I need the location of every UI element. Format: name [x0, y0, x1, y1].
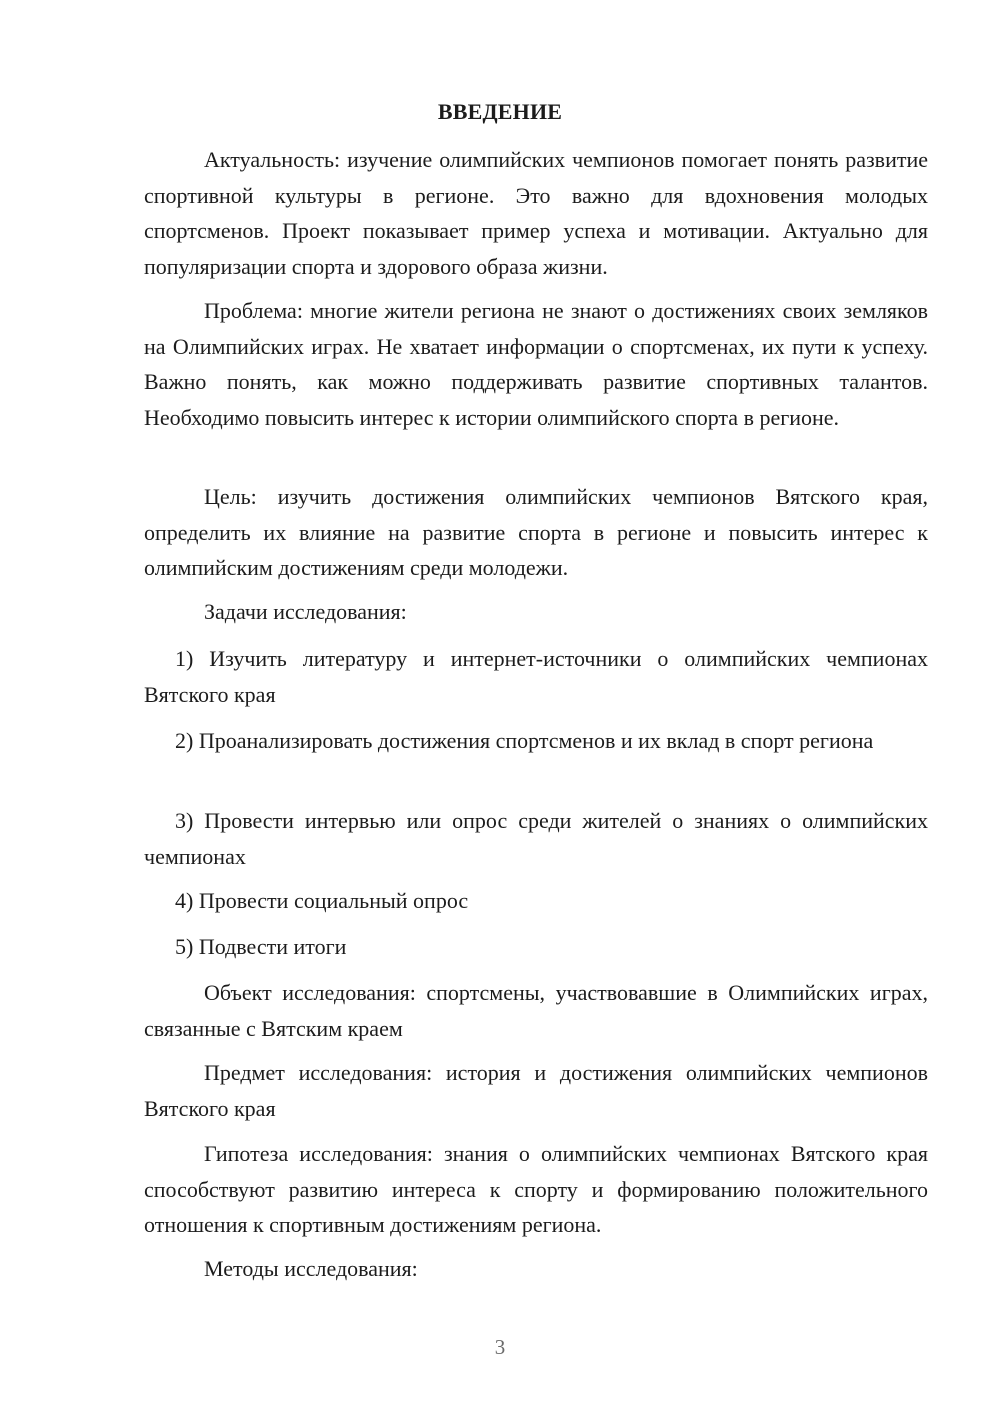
task-item-4: 4) Провести социальный опрос	[175, 888, 469, 913]
goal-paragraph: Цель: изучить достижения олимпийских чемпионов Вятского края, определить их влияние на развитие спорта в регионе и повысить интерес к олимпийским достижениям среди молодежи.	[144, 484, 928, 580]
tasks-heading: Задачи исследования:	[204, 599, 407, 624]
page-number: 3	[494, 1335, 506, 1359]
task-item-2: 2) Проанализировать достижения спортсменов и их вклад в спорт региона	[175, 728, 874, 753]
methods-heading: Методы исследования:	[204, 1256, 418, 1281]
relevance-paragraph: Актуальность: изучение олимпийских чемпионов помогает понять развитие спортивной культуры в регионе. Это важно для вдохновения молодых спортсменов. Проект показывает пример успеха и мотивации. Актуально для популяризации спорта и здорового образа жизни.	[144, 147, 928, 279]
section-heading: ВВЕДЕНИЕ	[437, 99, 563, 124]
task-item-3: 3) Провести интервью или опрос среди жителей о знаниях о олимпийских чемпионах	[144, 808, 928, 869]
object-paragraph: Объект исследования: спортсмены, участвовавшие в Олимпийских играх, связанные с Вятским краем	[144, 980, 928, 1041]
task-item-5: 5) Подвести итоги	[175, 934, 347, 959]
subject-paragraph: Предмет исследования: история и достижения олимпийских чемпионов Вятского края	[144, 1060, 928, 1121]
problem-paragraph: Проблема: многие жители региона не знают о достижениях своих земляков на Олимпийских играх. Не хватает информации о спортсменах, их пути к успеху. Важно понять, как можно поддерживать развитие спортивных талантов. Необходимо повысить интерес к истории олимпийского спорта в регионе.	[144, 298, 928, 430]
task-item-1: 1) Изучить литературу и интернет-источники о олимпийских чемпионах Вятского края	[144, 646, 928, 707]
hypothesis-paragraph: Гипотеза исследования: знания о олимпийских чемпионах Вятского края способствуют развитию интереса к спорту и формированию положительного отношения к спортивным достижениям региона.	[144, 1141, 928, 1237]
